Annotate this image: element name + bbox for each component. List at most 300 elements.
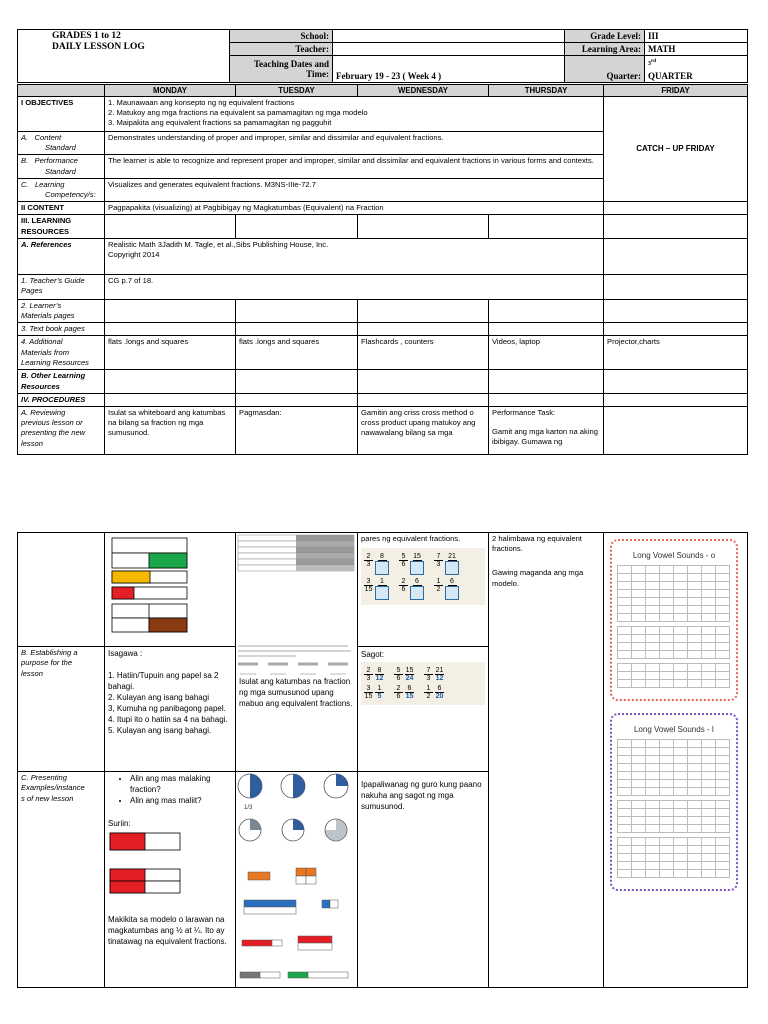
am-thu: Videos, laptop [489, 336, 604, 370]
proc-mon [105, 393, 236, 406]
fraction [410, 578, 424, 600]
word-list-o-grid [618, 566, 730, 688]
word-list-o [610, 539, 738, 701]
estab-step-4: 4. Itupi ito o hatiin sa 4 na bahagi. [108, 715, 228, 725]
word-list-cell [701, 613, 716, 622]
answer-box[interactable] [445, 586, 459, 600]
word-list-i-grid [618, 740, 730, 878]
word-list-cell [687, 824, 702, 833]
rev-wed: Gamitin ang criss cross method o cross product upang matukoy ang nawawalang bilang sa mga [358, 407, 489, 455]
answer-box[interactable] [410, 586, 424, 600]
pres-mon-text: Makikita sa modelo o larawan na magkatumbas ang ½ at ¼. Ito ay tinatawag na equivalent fractions. [108, 915, 227, 947]
numerator: 6 [407, 685, 412, 693]
word-list-cell [715, 613, 730, 622]
fraction [434, 578, 443, 600]
word-list-cell [715, 679, 730, 688]
fraction [434, 553, 443, 575]
word-list-cell [645, 679, 660, 688]
word-list-cell [701, 869, 716, 878]
rev-tue: Pagmasdan: [236, 407, 358, 455]
tg-l2: Pages [21, 286, 43, 296]
word-list-cell [631, 787, 646, 796]
lr-tue [236, 215, 358, 238]
tg-pages: CG p.7 of 18. [105, 274, 604, 299]
numerator: 5 [401, 553, 406, 561]
denominator: 15 [364, 586, 373, 594]
estab-l3: lesson [21, 668, 43, 678]
circle-row-2 [239, 819, 347, 841]
denominator: 6 [396, 675, 401, 683]
numerator: 7 [426, 667, 431, 675]
word-list-cell [631, 613, 646, 622]
dates-value[interactable]: February 19 - 23 ( Week 4 ) [333, 56, 565, 83]
olr-l1: B. Other Learning [21, 371, 86, 381]
criss-cross-row [364, 667, 482, 682]
olr-tue [236, 370, 358, 393]
references-fri [604, 238, 748, 274]
numerator: 8 [377, 667, 382, 675]
other-resources-label [18, 370, 105, 393]
lm-l2: Materials pages [21, 311, 75, 321]
thu-continuation-2: Gawing maganda ang mga modelo. [492, 568, 584, 588]
p2-fri [604, 533, 748, 988]
word-list-cell [673, 679, 688, 688]
denominator: 3 [436, 561, 441, 569]
word-list-cell [715, 824, 730, 833]
am-l1: 4. Additional [21, 337, 63, 347]
numerator: 2 [401, 578, 406, 586]
establishing-label [18, 647, 105, 772]
word-list-row [618, 614, 730, 622]
estab-l1: B. Establishing a [21, 648, 78, 658]
title-grades: GRADES 1 to 12 [52, 31, 121, 41]
quarter-sup: rd [651, 59, 656, 64]
fraction [399, 553, 408, 575]
fraction [375, 667, 384, 682]
wed-continuation: pares ng equivalent fractions. [361, 534, 461, 543]
word-list-cell [687, 679, 702, 688]
references-label: A. References [18, 238, 105, 274]
denominator: 6 [401, 586, 406, 594]
grade-value[interactable]: III [645, 30, 748, 43]
numerator: 1 [380, 578, 384, 586]
sagot-label: Sagot: [361, 650, 385, 660]
numerator: 8 [380, 553, 384, 561]
rev-thu-2: Gamit ang mga karton na aking ibibigay. Gumawa ng [492, 427, 598, 447]
rev-l1: A. Reviewing [21, 408, 66, 418]
am-l2: Materials from [21, 347, 70, 357]
comp-l2: Competency/s: [45, 190, 96, 200]
perf-std-l1: Performance [34, 156, 79, 166]
lm-thu [489, 299, 604, 322]
pres-q1: • Alin ang mas malaking fraction? [130, 773, 232, 795]
pres-mon-list [108, 773, 232, 806]
fraction [410, 553, 424, 575]
estab-step-2: 2. Kulayan ang isang bahagi [108, 693, 209, 703]
numerator: 3 [366, 685, 371, 693]
word-list-row [618, 870, 730, 878]
rev-thu [489, 407, 604, 455]
word-list-cell [631, 824, 646, 833]
lm-label [18, 299, 105, 322]
estab-l2: purpose for the [21, 658, 73, 668]
word-list-cell [701, 650, 716, 659]
tg-fri [604, 274, 748, 299]
references [105, 238, 604, 274]
fraction [445, 553, 459, 575]
lm-wed [358, 299, 489, 322]
bar-row-blue [244, 900, 338, 914]
performance-standard: The learner is able to recognize and represent proper and improper, similar and dissimilar and equivalent fractions in various forms and contexts. [105, 155, 604, 178]
quarter-word[interactable]: QUARTER [645, 70, 748, 83]
competency: Visualizes and generates equivalent fractions. M3NS-IIIe-72.7 [105, 178, 604, 201]
answer-box[interactable] [375, 586, 389, 600]
area-label: Learning Area: [565, 43, 645, 56]
fraction [364, 553, 373, 575]
fraction [435, 685, 444, 700]
fraction-pair [434, 553, 459, 575]
word-list-cell [701, 787, 716, 796]
word-list-cell [673, 613, 688, 622]
denominator [375, 586, 389, 600]
denominator [410, 561, 424, 575]
denominator: 15 [405, 693, 414, 701]
answer-box[interactable] [445, 561, 459, 575]
word-list-row [618, 825, 730, 833]
word-list-cell [631, 869, 646, 878]
tb-thu [489, 323, 604, 336]
am-l3: Learning Resources [21, 357, 89, 367]
pres-q2: • Alin ang mas maliit? [130, 795, 232, 806]
word-list-cell [659, 613, 674, 622]
fraction [375, 578, 389, 600]
content-friday [604, 202, 748, 215]
word-list-cell [659, 679, 674, 688]
presenting-label [18, 772, 105, 988]
word-list-cell [617, 613, 632, 622]
rev-thu-1: Performance Task: [492, 408, 556, 418]
denominator: 2 [436, 586, 441, 594]
day-wednesday: WEDNESDAY [358, 85, 489, 97]
teacher-value[interactable] [333, 43, 565, 56]
word-list-o-title: Long Vowel Sounds - o [632, 551, 716, 560]
lm-fri [604, 299, 748, 322]
fraction [435, 667, 444, 682]
learning-resources-label [18, 215, 105, 238]
denominator [410, 586, 424, 600]
procedures-label: IV. PROCEDURES [18, 393, 105, 406]
word-list-cell [631, 650, 646, 659]
olr-thu [489, 370, 604, 393]
word-list-cell [645, 650, 660, 659]
ref-2: Copyright 2014 [108, 250, 160, 260]
word-list-cell [687, 613, 702, 622]
perf-std-a: B. [21, 156, 29, 166]
denominator [375, 561, 389, 575]
fraction [375, 553, 389, 575]
numerator: 1 [377, 685, 382, 693]
competency-label [18, 178, 105, 201]
bar-half-green [112, 538, 187, 568]
content: Pagpapakita (visualizing) at Pagbibigay ng Magkatumbas (Equivalent) na Fraction [105, 202, 604, 215]
tb-mon [105, 323, 236, 336]
rev-l4: lesson [21, 438, 43, 448]
olr-fri [604, 370, 748, 393]
p2-label-top [18, 533, 105, 647]
word-list-i [610, 713, 738, 891]
bar-brown [112, 604, 187, 632]
fraction [424, 685, 433, 700]
fraction-pair [364, 667, 384, 682]
word-list-cell [687, 650, 702, 659]
numerator: 15 [413, 553, 421, 561]
numerator: 1 [436, 578, 441, 586]
dates-label [230, 56, 333, 83]
estab-step-5: 5. Kulayan ang isang bahagi. [108, 726, 212, 736]
fraction [405, 685, 414, 700]
denominator: 20 [435, 693, 444, 701]
word-list-cell [701, 679, 716, 688]
answer-box[interactable] [375, 561, 389, 575]
circle-row-1 [238, 774, 348, 798]
day-monday: MONDAY [105, 85, 236, 97]
content-std-l1: Content [34, 133, 62, 142]
tuesday-fraction-worksheet [236, 533, 358, 751]
school-value[interactable] [333, 30, 565, 43]
friday-catch-up: CATCH – UP FRIDAY [604, 97, 748, 202]
bar-yellow [112, 571, 187, 583]
tb-fri [604, 323, 748, 336]
bar-row-red [242, 936, 332, 950]
day-friday: FRIDAY [604, 85, 748, 97]
word-list-cell [645, 613, 660, 622]
lm-tue [236, 299, 358, 322]
numerator: 2 [366, 667, 371, 675]
fraction-pair [434, 578, 459, 600]
rev-l2: previous lesson or [21, 418, 83, 428]
lr-mon [105, 215, 236, 238]
lesson-table-1 [17, 84, 748, 455]
numerator: 2 [366, 553, 371, 561]
word-list-cell [617, 787, 632, 796]
denominator: 3 [366, 561, 371, 569]
lm-l1: 2. Learner’s [21, 300, 62, 310]
objective-2: 2. Matukoy ang mga fractions na equivalent sa pamamagitan ng mga modelo [108, 108, 368, 118]
denominator: 5 [377, 693, 382, 701]
objectives-label: I OBJECTIVES [18, 97, 105, 132]
word-list-cell [631, 679, 646, 688]
lesson-table-2 [17, 532, 748, 988]
word-list-cell [659, 824, 674, 833]
numerator: 6 [415, 578, 419, 586]
fraction-pair [364, 578, 389, 600]
denominator: 12 [375, 675, 384, 683]
corner-cell [18, 85, 105, 97]
performance-standard-label [18, 155, 105, 178]
quarter-label-top [565, 56, 645, 71]
olr-mon [105, 370, 236, 393]
p2-wed-top [358, 533, 489, 647]
word-list-cell [645, 787, 660, 796]
word-list-cell [659, 869, 674, 878]
fraction-pair [399, 553, 424, 575]
rev-fri [604, 407, 748, 455]
quarter-num[interactable] [645, 56, 748, 71]
word-list-i-title: Long Vowel Sounds - I [633, 725, 715, 734]
word-list-cell [645, 824, 660, 833]
numerator: 6 [450, 578, 454, 586]
denominator [445, 586, 459, 600]
word-list-cell [673, 650, 688, 659]
content-standard-label [18, 132, 105, 155]
objective-1: 1. Maunawaan ang konsepto ng ng equivalent fractions [108, 98, 295, 107]
quarter-label: Quarter: [565, 70, 645, 83]
pres-l2: Examples/instance [21, 783, 85, 793]
circle-label-1: 1/3 [244, 805, 253, 812]
proc-thu [489, 393, 604, 406]
estab-wed [358, 647, 489, 772]
answer-box[interactable] [410, 561, 424, 575]
word-list-cell [617, 824, 632, 833]
lr-l2: RESOURCES [21, 226, 70, 236]
fraction [394, 667, 403, 682]
denominator: 6 [401, 561, 406, 569]
perf-std-l2: Standard [45, 166, 76, 176]
rev-l3: presenting the new [21, 428, 86, 438]
fraction-pair [394, 685, 414, 700]
numerator: 7 [436, 553, 441, 561]
lr-thu [489, 215, 604, 238]
olr-wed [358, 370, 489, 393]
fraction [364, 578, 373, 600]
header-title [18, 30, 230, 83]
criss-cross-row [364, 685, 482, 700]
numerator: 3 [366, 578, 371, 586]
word-list-cell [715, 650, 730, 659]
criss-cross-row [364, 578, 482, 600]
pres-wed-text: Ipapaliwanag ng guro kung paano nakuha ang sagot ng mga sumusunod. [361, 780, 482, 812]
tg-label [18, 274, 105, 299]
am-fri: Projector,charts [604, 336, 748, 370]
proc-fri [604, 393, 748, 406]
numerator: 21 [448, 553, 456, 561]
lr-l1: III. LEARNING [21, 216, 72, 226]
numerator: 15 [405, 667, 414, 675]
school-label: School: [230, 30, 333, 43]
olr-l2: Resources [21, 381, 60, 391]
day-thursday: THURSDAY [489, 85, 604, 97]
pres-mon [105, 772, 236, 988]
numerator: 5 [396, 667, 401, 675]
denominator: 24 [405, 675, 414, 683]
comp-l1: Learning [34, 179, 65, 189]
fraction-wall-image [238, 535, 354, 571]
fraction [364, 667, 373, 682]
suriin-label: Suriin: [108, 819, 131, 829]
lm-mon [105, 299, 236, 322]
fraction-pair [424, 685, 444, 700]
criss-cross-questions [361, 548, 485, 605]
pres-tue: Isulat ang katumbas na fraction ng mga sumusunod upang mabuo ang equivalent fractions. 1/3 [236, 772, 358, 988]
word-list-cell [687, 869, 702, 878]
day-tuesday: TUESDAY [236, 85, 358, 97]
word-list-cell [659, 650, 674, 659]
am-tue: flats .longs and squares [236, 336, 358, 370]
ref-1: Realistic Math 3Jadith M. Tagle, et al.,Sibs Publishing House, Inc. [108, 239, 329, 249]
fraction [375, 685, 384, 700]
fraction [399, 578, 408, 600]
area-value[interactable]: MATH [645, 43, 748, 56]
tg-l1: 1. Teacher’s Guide [21, 275, 85, 285]
word-list-cell [673, 787, 688, 796]
word-list-cell [673, 869, 688, 878]
fraction-circles-bars [236, 772, 358, 984]
fraction [364, 685, 373, 700]
numerator: 2 [396, 685, 401, 693]
estab-step-1: 1. Hatiin/Tupuin ang papel sa 2 bahagi. [108, 671, 219, 692]
p2-tue-top [236, 533, 358, 772]
tb-wed [358, 323, 489, 336]
quarter-num-text: 3 [648, 61, 651, 67]
objectives-cell [105, 97, 604, 132]
proc-tue [236, 393, 358, 406]
content-label: II CONTENT [18, 202, 105, 215]
word-list-cell [701, 824, 716, 833]
word-list-cell [715, 787, 730, 796]
fraction-pair [364, 553, 389, 575]
additional-materials-label [18, 336, 105, 370]
title-dll: DAILY LESSON LOG [52, 42, 145, 52]
header-table [17, 29, 748, 83]
denominator: 12 [435, 675, 444, 683]
denominator: 3 [426, 675, 431, 683]
grade-label: Grade Level: [565, 30, 645, 43]
word-list-row [618, 651, 730, 659]
word-list-cell [687, 787, 702, 796]
fraction-pair [399, 578, 424, 600]
content-std-a: A. [21, 133, 29, 142]
content-standard: Demonstrates understanding of proper and improper, similar and dissimilar and equivalent fractions. [105, 132, 604, 155]
comp-a: C. [21, 179, 29, 189]
am-mon: flats .longs and squares [105, 336, 236, 370]
estab-step-0: Isagawa : [108, 649, 143, 659]
pres-l1: C. Presenting [21, 773, 68, 783]
denominator: 6 [396, 693, 401, 701]
fraction [424, 667, 433, 682]
fraction [445, 578, 459, 600]
word-list-cell [617, 869, 632, 878]
p2-thu [489, 533, 604, 988]
teacher-label: Teacher: [230, 43, 333, 56]
fraction-pair [364, 685, 384, 700]
word-list-row [618, 680, 730, 688]
bar-row-bottom [240, 972, 348, 978]
dates-label-1: Teaching Dates and [253, 59, 329, 69]
objective-3: 3. Maipakita ang equivalent fractions sa pamamagitan ng pagguhit [108, 118, 332, 128]
criss-cross-answers [361, 662, 485, 705]
estab-mon [105, 647, 236, 772]
bar-row-orange [248, 868, 316, 884]
half-quarter-bars [108, 829, 233, 901]
am-wed: Flashcards , counters [358, 336, 489, 370]
estab-step-3: 3, Kumuha ng panibagong papel. [108, 704, 226, 714]
fraction-pair [394, 667, 414, 682]
criss-cross-row [364, 553, 482, 575]
word-list-row [618, 788, 730, 796]
rev-mon: Isulat sa whiteboard ang katumbas na bilang sa fraction ng mga sumusunod. [105, 407, 236, 455]
fraction-bars-monday [105, 533, 236, 643]
reviewing-label [18, 407, 105, 455]
